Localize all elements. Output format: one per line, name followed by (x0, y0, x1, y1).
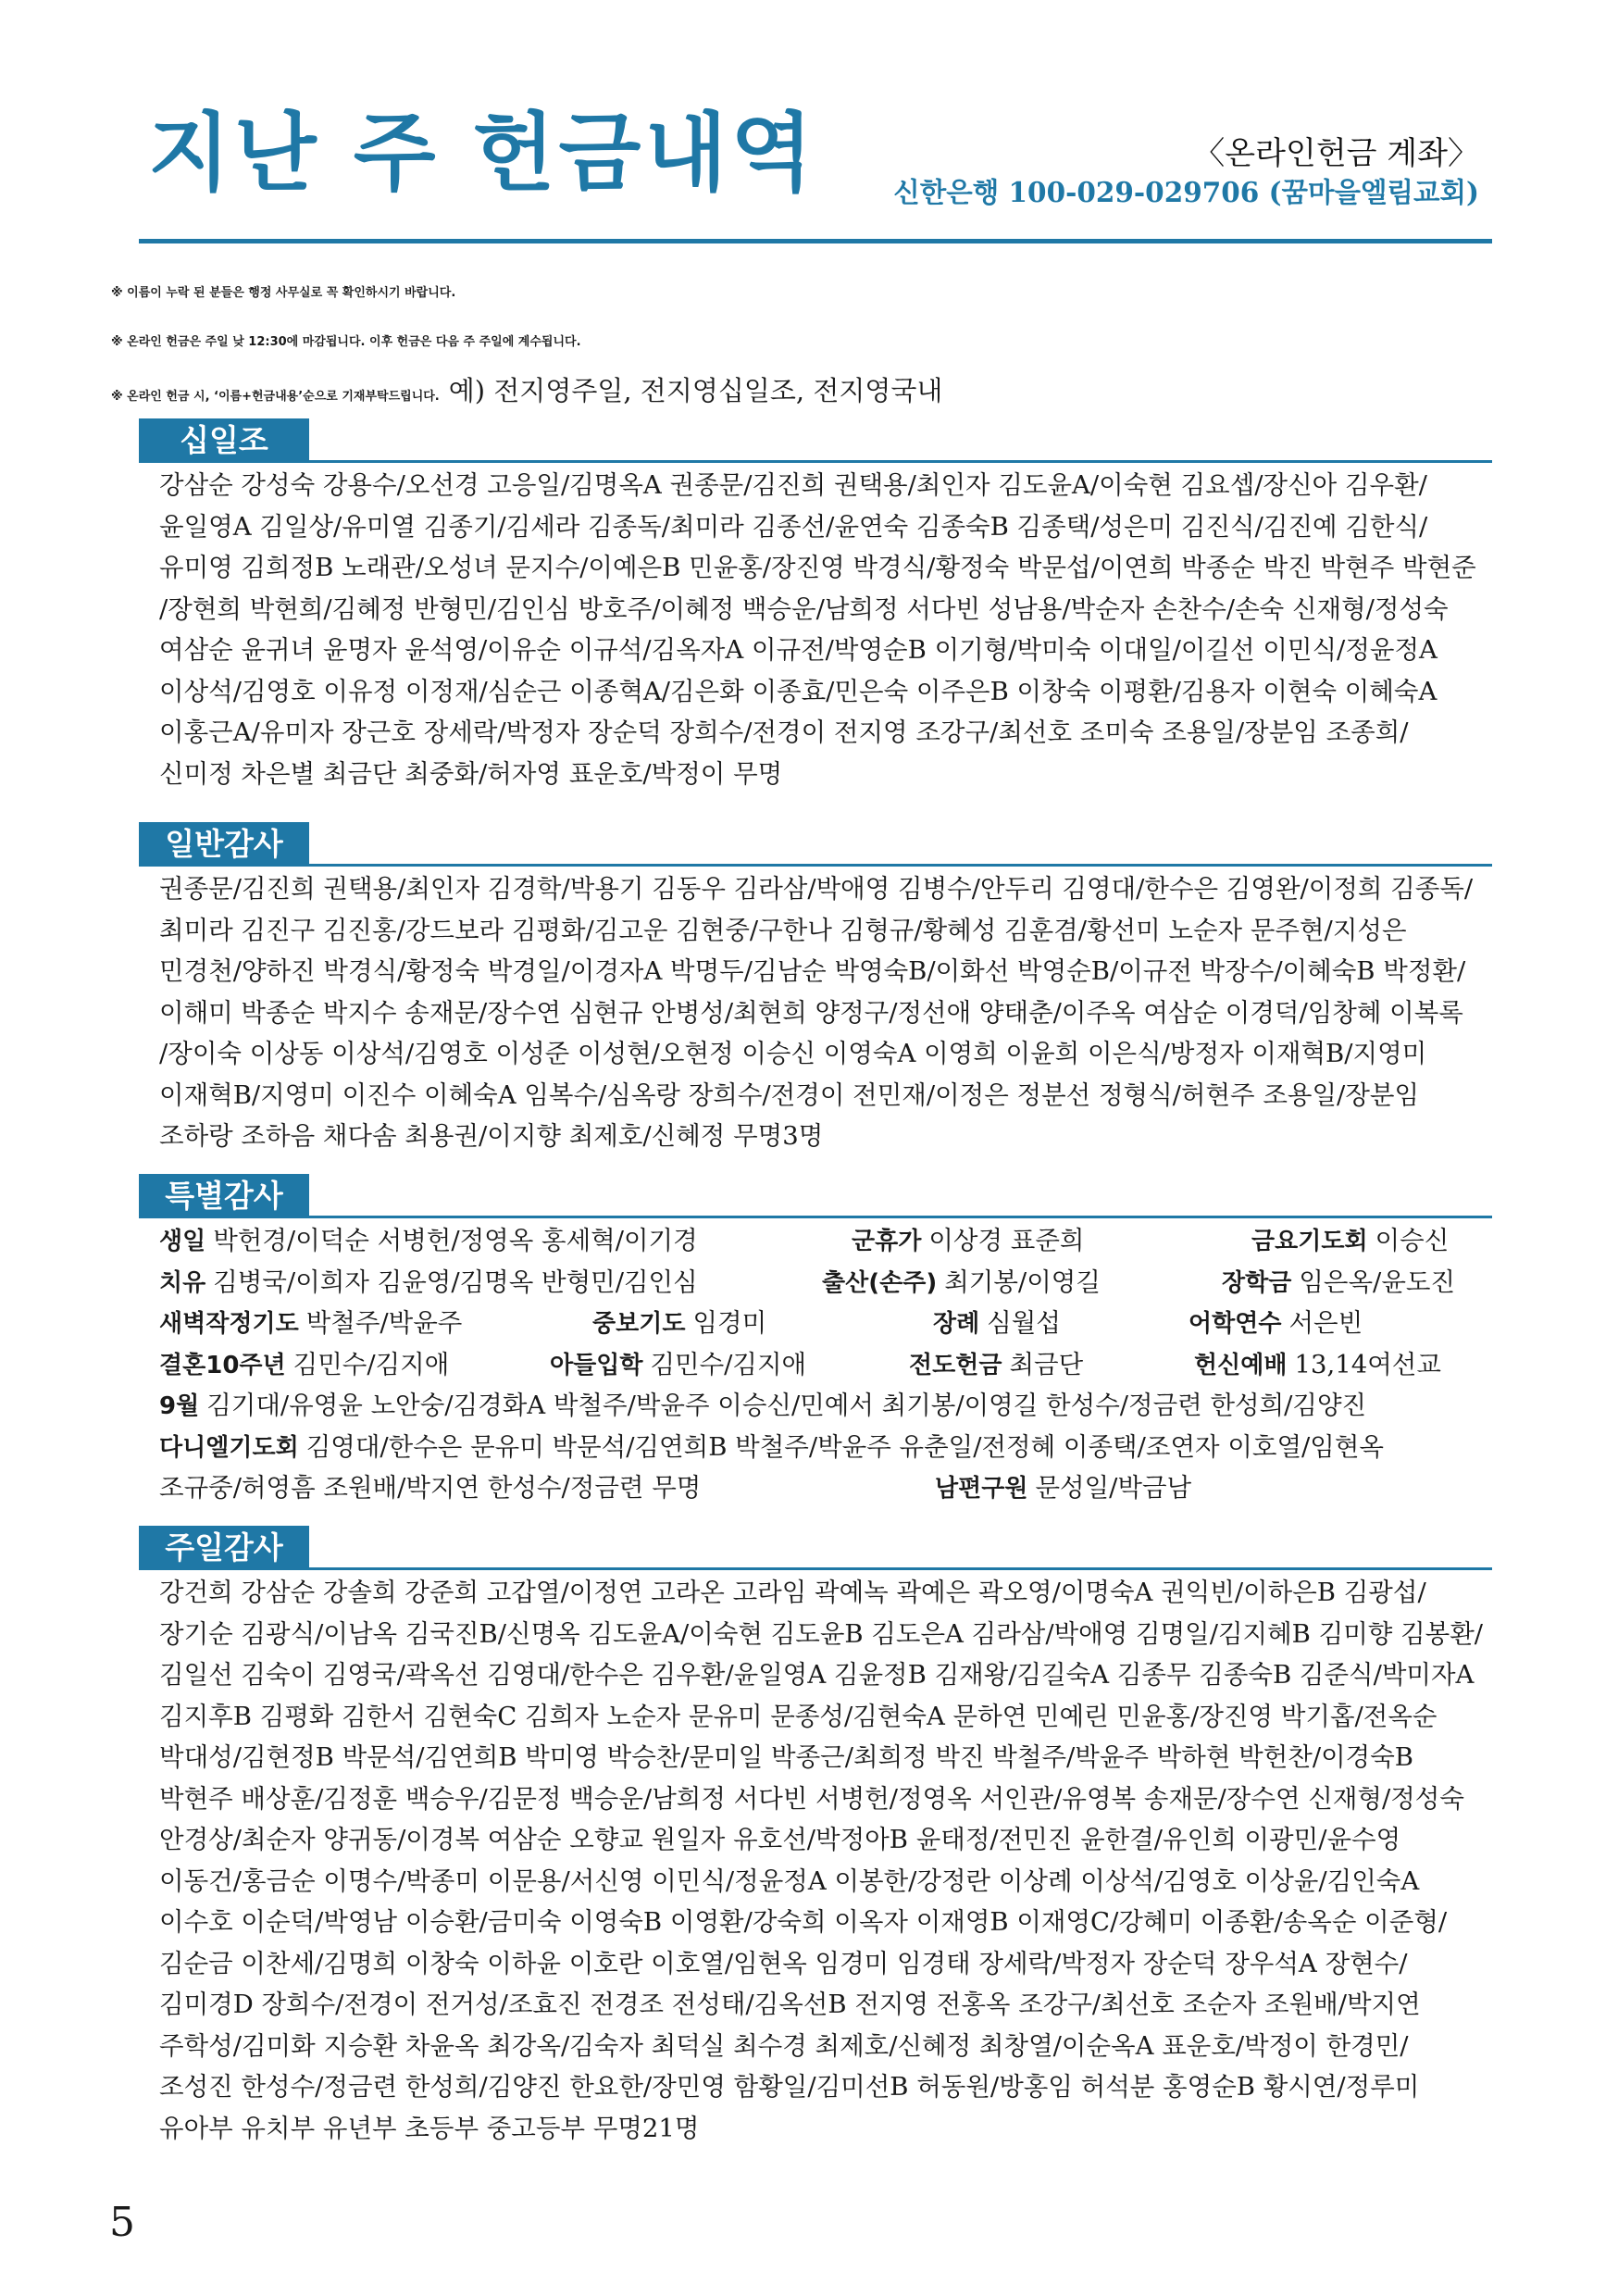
special-entry: 장학금 임은옥/윤도진 (1222, 1267, 1456, 1297)
special-row (159, 1427, 1492, 1468)
section-sunday (139, 1526, 1492, 2149)
name-line: 이수호 이순덕/박영남 이승환/금미숙 이영숙B 이영환/강숙희 이옥자 이재영B 이재영C/강혜미 이종환/송옥순 이준형/ (159, 1907, 1448, 1937)
special-entry: 전도헌금 최금단 (909, 1349, 1084, 1379)
section-tag-thanks: 일반감사 (139, 822, 309, 867)
section-tag-special: 특별감사 (139, 1174, 309, 1218)
section-rule (139, 1216, 1492, 1218)
name-line: 이홍근A/유미자 장근호 장세락/박정자 장순덕 장희수/전경이 전지영 조강구/최선호 조미숙 조용일/장분임 조종희/ (159, 718, 1409, 747)
name-line: 신미정 차은별 최금단 최중화/허자영 표운호/박정이 무명 (159, 758, 783, 789)
page-title: 지난 주 헌금내역 (148, 104, 817, 203)
section-tag-sunday: 주일감사 (139, 1526, 309, 1570)
special-row (159, 1262, 1492, 1304)
thanks-names (139, 867, 1492, 1157)
name-line: 조하랑 조하음 채다솜 최용권/이지향 최제호/신혜정 무명3명 (159, 1121, 824, 1151)
special-entry: 금요기도회 이승신 (1251, 1226, 1450, 1255)
name-line: 김일선 김숙이 김영국/곽옥선 김영대/한수은 김우환/윤일영A 김윤정B 김재왕/김길숙A 김종무 김종숙B 김준식/박미자A (159, 1660, 1475, 1690)
name-line: /장현희 박현희/김혜정 반형민/김인심 방호주/이혜정 백승운/남희정 서다빈 성남용/박순자 손찬수/손숙 신재형/정성숙 (159, 593, 1449, 624)
name-line: 유아부 유치부 유년부 초등부 중고등부 무명21명 (159, 2113, 700, 2143)
name-line: 장기순 김광식/이남옥 김국진B/신명옥 김도윤A/이숙현 김도윤B 김도은A 김라삼/박애영 김명일/김지혜B 김미향 김봉환/ (159, 1618, 1484, 1649)
section-special (139, 1174, 1492, 1509)
section-tag-tithe: 십일조 (139, 418, 309, 463)
name-line: 김순금 이찬세/김명희 이창숙 이하윤 이호란 이호열/임현옥 임경미 임경태 장세락/박정자 장순덕 장우석A 장현수/ (159, 1948, 1408, 1978)
name-line: 강건희 강삼순 강솔희 강준희 고갑열/이정연 고라온 고라임 곽예녹 곽예은 곽오영/이명숙A 권익빈/이하은B 김광섭/ (159, 1578, 1426, 1607)
page-number: 5 (109, 2199, 135, 2246)
name-line: 이동건/홍금순 이명수/박종미 이문용/서신영 이민식/정윤정A 이봉한/강정란 이상례 이상석/김영호 이상윤/김인숙A (159, 1866, 1420, 1896)
name-line: 김미경D 장희수/전경이 전거성/조효진 전경조 전성태/김옥선B 전지영 전홍옥 조강구/최선호 조순자 조원배/박지연 (159, 1990, 1421, 2019)
section-header (139, 822, 1492, 867)
section-tithe (139, 418, 1492, 794)
name-line: 최미라 김진구 김진홍/강드보라 김평화/김고운 김현중/구한나 김형규/황혜성 김훈겸/황선미 노순자 문주현/지성은 (159, 915, 1407, 945)
name-line: 안경상/최순자 양귀동/이경복 여삼순 오향교 원일자 유호선/박정아B 윤태정/전민진 윤한결/유인희 이광민/윤수영 (159, 1825, 1401, 1854)
special-row (159, 1344, 1492, 1386)
special-row (159, 1385, 1492, 1427)
section-thanks (139, 822, 1492, 1157)
account-label: 〈온라인헌금 계좌〉 (1193, 135, 1479, 172)
special-row (159, 1220, 1492, 1262)
notice-line-2: ※ 온라인 헌금은 주일 낮 12:30에 마감됩니다. 이후 헌금은 다음 주 주일에 계수됩니다. (111, 335, 581, 349)
special-entry: 중보기도 임경미 (592, 1308, 767, 1338)
name-line: /장이숙 이상동 이상석/김영호 이성준 이성현/오현정 이승신 이영숙A 이영희 이윤희 이은식/방정자 이재혁B/지영미 (159, 1039, 1427, 1068)
special-entry: 아들입학 김민수/김지애 (550, 1349, 807, 1379)
name-line: 박대성/김현정B 박문석/김연희B 박미영 박승찬/문미일 박종근/최희정 박진 박철주/박윤주 박하현 박헌찬/이경숙B (159, 1742, 1414, 1772)
special-entry: 어학연수 서은빈 (1189, 1308, 1363, 1338)
section-header (139, 418, 1492, 463)
section-rule (139, 1567, 1492, 1570)
notice-block (111, 268, 1509, 421)
name-line: 조성진 한성수/정금련 한성희/김양진 한요한/장민영 함황일/김미선B 허동원/방홍임 허석분 홍영순B 황시연/정루미 (159, 2072, 1420, 2102)
name-line: 이해미 박종순 박지수 송재문/장수연 심현규 안병성/최현희 양정구/정선애 양태춘/이주옥 여삼순 이경덕/임창혜 이복록 (159, 997, 1463, 1028)
section-header (139, 1174, 1492, 1218)
notice-line-3: ※ 온라인 헌금 시, ‘이름+헌금내용’순으로 기재부탁드립니다. 예) 전지영주일, 전지영십일조, 전지영국내 (111, 375, 943, 406)
account-number: 신한은행 100-029-029706 (꿈마을엘림교회) (893, 176, 1479, 208)
name-line: 민경천/양하진 박경식/황정숙 박경일/이경자A 박명두/김남순 박영숙B/이화선 박영순B/이규전 박장수/이혜숙B 박정환/ (159, 956, 1466, 986)
special-entry: 생일 박헌경/이덕순 서병헌/정영옥 홍세혁/이기경 (159, 1226, 698, 1255)
name-line: 강삼순 강성숙 강용수/오선경 고응일/김명옥A 권종문/김진희 권택용/최인자 김도윤A/이숙현 김요셉/장신아 김우환/ (159, 470, 1427, 500)
special-entry: 남편구원 문성일/박금남 (935, 1473, 1192, 1503)
special-entry: 결혼10주년 김민수/김지애 (159, 1349, 450, 1379)
special-entry: 9월 김기대/유영윤 노안숭/김경화A 박철주/박윤주 이승신/민예서 최기봉/이영길 한성수/정금련 한성희/김양진 (159, 1391, 1367, 1420)
name-line: 여삼순 윤귀녀 윤명자 윤석영/이유순 이규석/김옥자A 이규전/박영순B 이기형/박미숙 이대일/이길선 이민식/정윤정A (159, 635, 1438, 665)
special-entry: 헌신예배 13,14여선교 (1194, 1349, 1441, 1379)
name-line: 윤일영A 김일상/유미열 김종기/김세라 김종독/최미라 김종선/윤연숙 김종숙B 김종택/성은미 김진식/김진예 김한식/ (159, 511, 1428, 542)
name-line: 김지후B 김평화 김한서 김현숙C 김희자 노순자 문유미 문종성/김현숙A 문하연 민예린 민윤홍/장진영 박기홉/전옥순 (159, 1701, 1438, 1731)
name-line: 이상석/김영호 이유정 이정재/심순근 이종혁A/김은화 이종효/민은숙 이주은B 이창숙 이평환/김용자 이현숙 이혜숙A (159, 676, 1438, 706)
name-line: 이재혁B/지영미 이진수 이혜숙A 임복수/심옥랑 장희수/전경이 전민재/이정은 정분선 정형식/허현주 조용일/장분임 (159, 1079, 1420, 1110)
special-row (159, 1303, 1492, 1344)
special-entry: 장례 심월섭 (933, 1308, 1061, 1338)
special-entry: 새벽작정기도 박철주/박윤주 (159, 1308, 463, 1338)
section-rule (139, 864, 1492, 867)
special-entry: 출산(손주) 최기봉/이영길 (822, 1267, 1101, 1297)
section-rule (139, 460, 1492, 463)
notice-example: 예) 전지영주일, 전지영십일조, 전지영국내 (448, 375, 943, 406)
special-entry: 조규중/허영흠 조원배/박지연 한성수/정금련 무명 (159, 1473, 702, 1503)
section-header (139, 1526, 1492, 1570)
special-entry: 치유 김병국/이희자 김윤영/김명옥 반형민/김인심 (159, 1267, 698, 1297)
special-entry: 군휴가 이상경 표준희 (852, 1226, 1085, 1255)
notice-line-1: ※ 이름이 누락 된 분들은 행정 사무실로 꼭 확인하시기 바랍니다. (111, 286, 456, 300)
special-thanks-table (139, 1218, 1492, 1509)
name-line: 주학성/김미화 지승환 차윤옥 최강옥/김숙자 최덕실 최수경 최제호/신혜정 최창열/이순옥A 표운호/박정이 한경민/ (159, 2030, 1409, 2061)
name-line: 박현주 배상훈/김정훈 백승우/김문정 백승운/남희정 서다빈 서병헌/정영옥 서인관/유영복 송재문/장수연 신재형/정성숙 (159, 1783, 1464, 1814)
tithe-names (139, 463, 1492, 794)
name-line: 유미영 김희정B 노래관/오성녀 문지수/이예은B 민윤홍/장진영 박경식/황정숙 박문섭/이연희 박종순 박진 박현주 박현준 (159, 553, 1476, 582)
special-row (159, 1467, 1492, 1509)
title-divider (139, 239, 1492, 243)
sunday-names (139, 1570, 1492, 2149)
name-line: 권종문/김진희 권택용/최인자 김경학/박용기 김동우 김라삼/박애영 김병수/안두리 김영대/한수은 김영완/이정희 김종독/ (159, 874, 1474, 904)
special-entry: 다니엘기도회 김영대/한수은 문유미 박문석/김연희B 박철주/박윤주 유춘일/전정혜 이종택/조연자 이호열/임현옥 (159, 1431, 1384, 1462)
